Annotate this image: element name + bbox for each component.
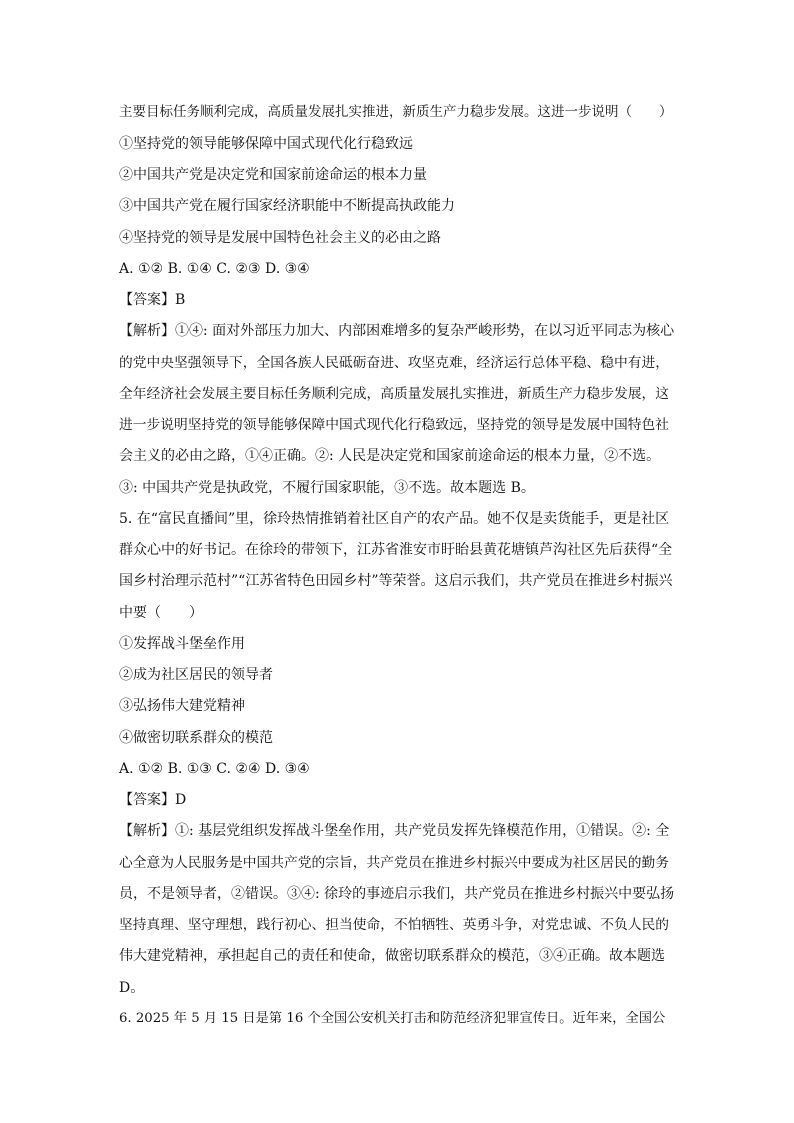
analysis-line: 心全意为人民服务是中国共产党的宗旨，共产党员在推进乡村振兴中要成为社区居民的勤务 xyxy=(119,855,670,871)
question-line: 中要（ ） xyxy=(119,605,203,621)
analysis-line: 进一步说明坚持党的领导能够保障中国式现代化行稳致远，坚持党的领导是发展中国特色社 xyxy=(119,417,670,433)
option-line: ①发挥战斗堡垒作用 xyxy=(119,636,245,652)
analysis-line: 员，不是领导者，②错误。③④: 徐玲的事迹启示我们，共产党员在推进乡村振兴中要弘扬 xyxy=(119,886,675,902)
analysis-line: 伟大建党精神，承担起自己的责任和使命，做密切联系群众的模范，③④正确。故本题选 xyxy=(119,948,665,964)
analysis-line: 坚持真理、坚守理想，践行初心、担当使命，不怕牺牲、英勇斗争，对党忠诚、不负人民的 xyxy=(119,917,670,933)
answer-line: 【答案】B xyxy=(119,292,186,308)
analysis-line: 会主义的必由之路，①④正确。②: 人民是决定党和国家前途命运的根本力量，②不选。 xyxy=(119,448,661,464)
option-line: ①坚持党的领导能够保障中国式现代化行稳致远 xyxy=(119,136,413,152)
choices-line: A. ①② B. ①④ C. ②③ D. ③④ xyxy=(119,261,310,277)
option-line: ④坚持党的领导是发展中国特色社会主义的必由之路 xyxy=(119,230,441,246)
analysis-line: 的党中央坚强领导下，全国各族人民砥砺奋进、攻坚克难，经济运行总体平稳、稳中有进， xyxy=(119,355,670,371)
answer-line: 【答案】D xyxy=(119,792,187,808)
option-line: ④做密切联系群众的模范 xyxy=(119,730,273,746)
analysis-line: D。 xyxy=(119,980,145,996)
question-line: 6. 2025 年 5 月 15 日是第 16 个全国公安机关打击和防范经济犯罪宣传日。近年来，全国公 xyxy=(119,1011,666,1026)
option-line: ③中国共产党在履行国家经济职能中不断提高执政能力 xyxy=(119,198,455,214)
analysis-line: 【解析】①: 基层党组织发挥战斗堡垒作用，共产党员发挥先锋模范作用，①错误。②: 全 xyxy=(119,823,670,839)
analysis-line: 全年经济社会发展主要目标任务顺利完成，高质量发展扎实推进，新质生产力稳步发展，这 xyxy=(119,386,670,402)
question-line: 国乡村治理示范村”“江苏省特色田园乡村”等荣誉。这启示我们，共产党员在推进乡村振兴 xyxy=(119,573,673,589)
option-line: ②成为社区居民的领导者 xyxy=(119,667,273,683)
question-line: 群众心中的好书记。在徐玲的带领下，江苏省淮安市盱眙县黄花塘镇芦沟社区先后获得“全 xyxy=(119,542,673,558)
option-line: ③弘扬伟大建党精神 xyxy=(119,698,245,714)
text-line: 主要目标任务顺利完成，高质量发展扎实推进，新质生产力稳步发展。这进一步说明（ ） xyxy=(119,104,673,120)
choices-line: A. ①② B. ①③ C. ②④ D. ③④ xyxy=(119,761,310,777)
question-line: 5. 在“富民直播间”里，徐玲热情推销着社区自产的农产品。她不仅是卖货能手，更是社区 xyxy=(119,511,670,527)
analysis-line: 【解析】①④: 面对外部压力加大、内部困难增多的复杂严峻形势，在以习近平同志为核心 xyxy=(119,323,675,339)
option-line: ②中国共产党是决定党和国家前途命运的根本力量 xyxy=(119,167,427,183)
analysis-line: ③: 中国共产党是执政党，不履行国家职能，③不选。故本题选 B。 xyxy=(119,480,535,496)
